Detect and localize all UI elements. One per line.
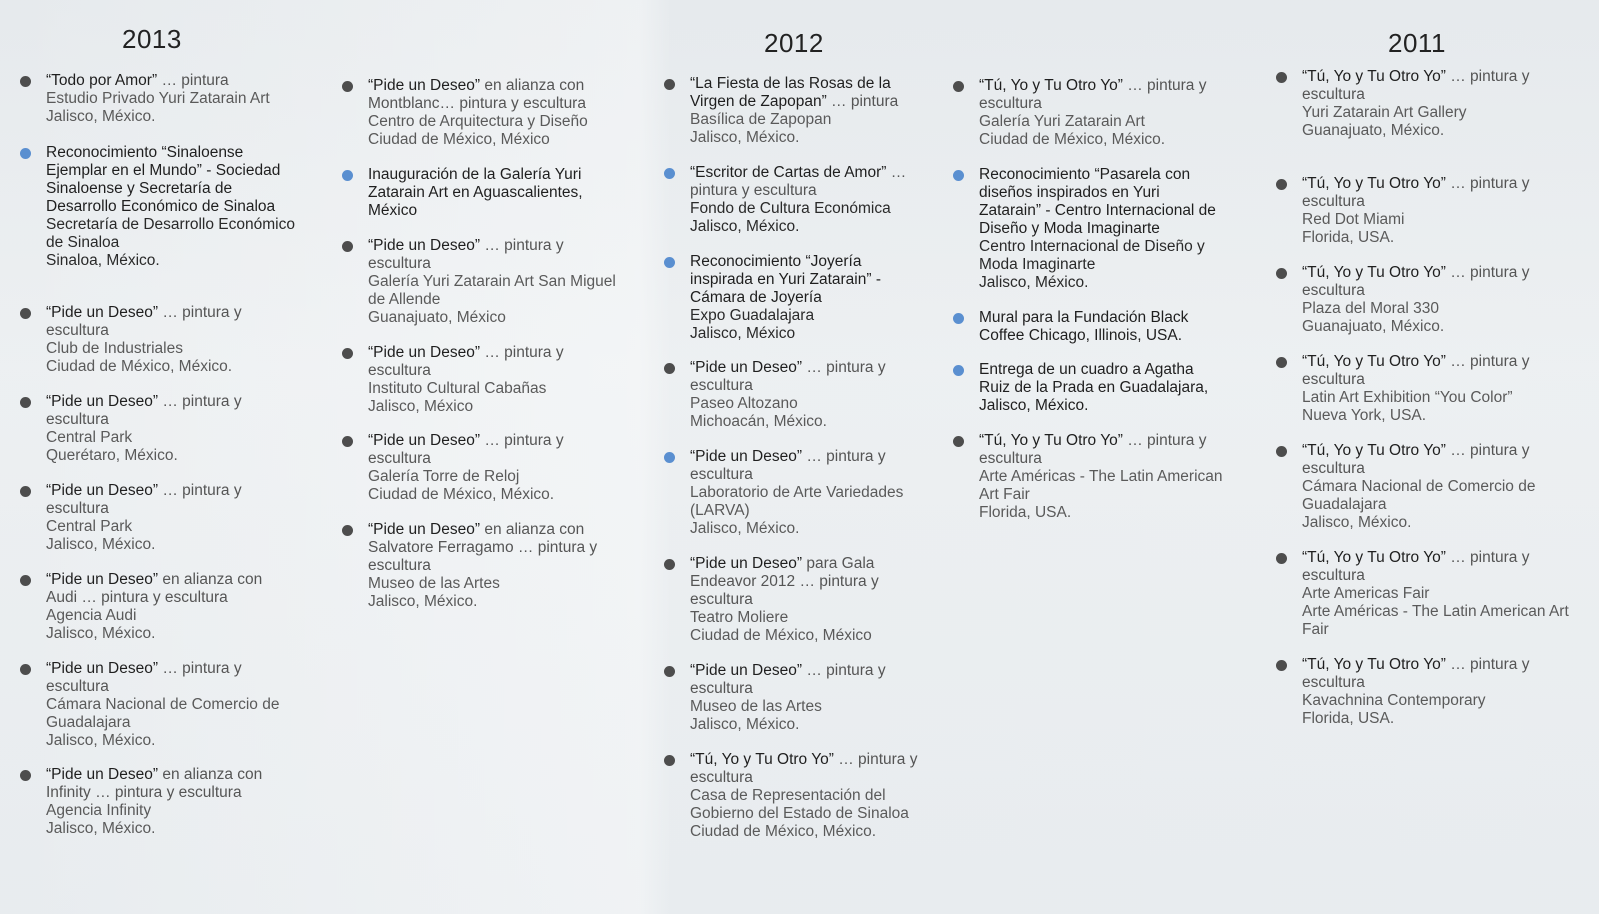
bullet-gray-icon: [1276, 660, 1287, 671]
entry-venue: Central Park: [46, 429, 133, 446]
entry-medium: … pintura y escultura: [1302, 68, 1530, 103]
entry-text: [1302, 175, 1572, 247]
exhibition-entry: [20, 660, 296, 750]
bullet-gray-icon: [342, 241, 353, 252]
entry-medium: … pintura y escultura: [690, 662, 886, 697]
entry-venue: Red Dot Miami: [1302, 211, 1405, 228]
entry-medium: … pintura y escultura: [46, 482, 242, 517]
exhibition-entry: [20, 393, 296, 465]
entry-medium: … pintura y escultura: [690, 164, 907, 199]
entry-text: [979, 361, 1224, 415]
entry-text: [1302, 549, 1572, 639]
entry-title: Inauguración de la Galería Yuri Zatarain Art en Aguascalientes, México: [368, 166, 583, 219]
bullet-blue-icon: [342, 170, 353, 181]
entry-title: “Pide un Deseo”: [690, 555, 803, 572]
year-heading-2011: 2011: [1388, 28, 1446, 58]
entry-title: Reconocimiento “Sinaloense Ejemplar en el Mundo” - Sociedad Sinaloense y Secretaría de Desarrollo Económico de Sinaloa: [46, 144, 281, 215]
entry-medium: … pintura: [157, 72, 229, 89]
entry-medium: … pintura y escultura: [368, 237, 564, 272]
entry-text: [46, 482, 296, 554]
entry-text: [1302, 656, 1572, 728]
year-heading-2013: 2013: [122, 24, 182, 54]
exhibition-entry: [664, 75, 925, 147]
bullet-gray-icon: [664, 363, 675, 374]
entry-text: [46, 571, 296, 643]
entry-location: Jalisco, México: [368, 398, 474, 415]
entry-text: [1302, 264, 1572, 336]
bullet-gray-icon: [342, 525, 353, 536]
entry-medium: … pintura y escultura: [46, 393, 242, 428]
exhibition-entry: [1276, 353, 1572, 425]
bullet-gray-icon: [342, 348, 353, 359]
exhibition-entry: [342, 77, 628, 149]
entry-text: [368, 166, 628, 220]
bullet-gray-icon: [1276, 553, 1287, 564]
entry-venue: Estudio Privado Yuri Zatarain Art: [46, 90, 270, 107]
entry-medium: en alianza con Montblanc… pintura y escultura: [368, 77, 586, 112]
bullet-gray-icon: [1276, 357, 1287, 368]
entry-text: [368, 521, 628, 611]
entry-medium: en alianza con Infinity … pintura y escultura: [46, 766, 263, 801]
entry-text: [46, 304, 296, 376]
entry-text: [690, 662, 925, 734]
entry-location: Jalisco, México.: [690, 129, 800, 146]
entry-medium: … pintura y escultura: [979, 77, 1207, 112]
entry-location: Florida, USA.: [1302, 710, 1395, 727]
entry-text: [690, 448, 925, 538]
entry-venue: Latin Art Exhibition “You Color”: [1302, 389, 1513, 406]
entry-title: “Pide un Deseo”: [368, 521, 481, 538]
entry-medium: … pintura y escultura: [1302, 175, 1530, 210]
entry-location: Florida, USA.: [979, 504, 1072, 521]
entry-location: Ciudad de México, México: [690, 627, 872, 644]
entry-medium: … pintura y escultura: [46, 660, 242, 695]
entry-title: “Pide un Deseo”: [46, 304, 159, 321]
entry-text: [368, 432, 628, 504]
entry-location: Arte Américas - The Latin American Art Fair: [1302, 603, 1569, 638]
entry-title: “Tú, Yo y Tu Otro Yo”: [1302, 442, 1446, 459]
entry-text: [46, 660, 296, 750]
exhibition-entry: [20, 766, 296, 838]
entry-title: “Tú, Yo y Tu Otro Yo”: [979, 432, 1123, 449]
entry-medium: … pintura y escultura: [1302, 442, 1530, 477]
entry-location: Nueva York, USA.: [1302, 407, 1427, 424]
entry-venue: Plaza del Moral 330: [1302, 300, 1439, 317]
exhibition-entry: [953, 361, 1224, 415]
entry-venue: Basílica de Zapopan: [690, 111, 832, 128]
entry-location: Ciudad de México, México: [368, 131, 550, 148]
entry-title: Entrega de un cuadro a Agatha Ruiz de la Prada en Guadalajara, Jalisco, México.: [979, 361, 1209, 414]
bullet-blue-icon: [953, 170, 964, 181]
entry-medium: … pintura y escultura: [690, 359, 886, 394]
entry-title: “Pide un Deseo”: [46, 393, 159, 410]
entry-location: Ciudad de México, México.: [690, 823, 877, 840]
entry-venue: Fondo de Cultura Económica: [690, 200, 891, 217]
exhibition-entry: [1276, 68, 1572, 140]
entry-medium: en alianza con Salvatore Ferragamo … pintura y escultura: [368, 521, 598, 574]
entry-text: [690, 253, 925, 343]
entry-location: Ciudad de México, México.: [368, 486, 555, 503]
entry-text: [368, 237, 628, 327]
entry-title: “Pide un Deseo”: [368, 77, 481, 94]
entry-title: “Tú, Yo y Tu Otro Yo”: [1302, 175, 1446, 192]
exhibition-entry: [1276, 549, 1572, 639]
entry-medium: … pintura y escultura: [368, 432, 564, 467]
exhibition-entry: [342, 344, 628, 416]
entry-venue: Kavachnina Contemporary: [1302, 692, 1486, 709]
bullet-gray-icon: [20, 486, 31, 497]
entry-text: [1302, 442, 1572, 532]
entry-location: Jalisco, México.: [46, 820, 156, 837]
exhibition-entry: [20, 144, 296, 270]
exhibition-entry: [664, 253, 925, 343]
exhibition-entry: [20, 72, 296, 126]
entry-title: “Todo por Amor”: [46, 72, 158, 89]
entry-title: “Pide un Deseo”: [690, 662, 803, 679]
entry-location: Jalisco, México.: [46, 536, 156, 553]
entry-text: [46, 393, 296, 465]
entry-text: [979, 432, 1224, 522]
entry-text: [46, 144, 296, 270]
entry-location: Ciudad de México, México.: [46, 358, 233, 375]
entry-text: [979, 166, 1224, 292]
entry-venue: Galería Yuri Zatarain Art: [979, 113, 1145, 130]
entry-text: [690, 75, 925, 147]
entry-location: Jalisco, México.: [690, 716, 800, 733]
entry-title: Reconocimiento “Pasarela con diseños inspirados en Yuri Zatarain” - Centro Internacional de Diseño y Moda Imaginarte: [979, 166, 1216, 237]
exhibition-entry: [664, 448, 925, 538]
bullet-blue-icon: [664, 168, 675, 179]
entry-title: “Escritor de Cartas de Amor”: [690, 164, 887, 181]
entry-text: [690, 359, 925, 431]
entry-venue: Club de Industriales: [46, 340, 183, 357]
bullet-blue-icon: [20, 148, 31, 159]
entry-location: Jalisco, México.: [1302, 514, 1412, 531]
bullet-gray-icon: [953, 436, 964, 447]
entry-location: Jalisco, México: [690, 325, 796, 342]
entry-location: Michoacán, México.: [690, 413, 827, 430]
exhibition-entry: [342, 166, 628, 220]
entry-title: “Pide un Deseo”: [46, 482, 159, 499]
entry-title: “Pide un Deseo”: [690, 448, 803, 465]
bullet-gray-icon: [953, 81, 964, 92]
entry-venue: Expo Guadalajara: [690, 307, 815, 324]
entry-title: Reconocimiento “Joyería inspirada en Yuri Zatarain” - Cámara de Joyería: [690, 253, 881, 306]
entry-location: Guanajuato, México.: [1302, 122, 1445, 139]
bullet-gray-icon: [20, 575, 31, 586]
entry-location: Guanajuato, México.: [1302, 318, 1445, 335]
entry-title: “Tú, Yo y Tu Otro Yo”: [1302, 353, 1446, 370]
entry-title: “Pide un Deseo”: [46, 766, 159, 783]
exhibition-entry: [20, 571, 296, 643]
entry-location: Jalisco, México.: [979, 274, 1089, 291]
entry-title: “Tú, Yo y Tu Otro Yo”: [690, 751, 834, 768]
entry-venue: Central Park: [46, 518, 133, 535]
exhibition-entry: [664, 662, 925, 734]
bullet-gray-icon: [1276, 268, 1287, 279]
entry-medium: … pintura y escultura: [368, 344, 564, 379]
entry-venue: Casa de Representación del Gobierno del Estado de Sinaloa: [690, 787, 909, 822]
exhibition-entry: [953, 432, 1224, 522]
entry-text: [1302, 68, 1572, 140]
entry-title: “Tú, Yo y Tu Otro Yo”: [1302, 656, 1446, 673]
entry-venue: Paseo Altozano: [690, 395, 798, 412]
entry-location: Querétaro, México.: [46, 447, 178, 464]
bullet-gray-icon: [664, 755, 675, 766]
entry-location: Florida, USA.: [1302, 229, 1395, 246]
entry-title: “Pide un Deseo”: [368, 344, 481, 361]
entry-title: “Pide un Deseo”: [46, 571, 159, 588]
entry-text: [46, 766, 296, 838]
exhibition-entry: [664, 164, 925, 236]
exhibition-entry: [342, 432, 628, 504]
entry-venue: Cámara Nacional de Comercio de Guadalajara: [1302, 478, 1536, 513]
entry-title: “Pide un Deseo”: [368, 237, 481, 254]
entry-medium: … pintura y escultura: [1302, 656, 1530, 691]
bullet-blue-icon: [664, 257, 675, 268]
exhibition-entry: [953, 309, 1224, 345]
entry-location: Jalisco, México.: [690, 520, 800, 537]
entry-title: “Tú, Yo y Tu Otro Yo”: [1302, 264, 1446, 281]
exhibition-entry: [1276, 656, 1572, 728]
exhibition-entry: [664, 359, 925, 431]
exhibition-entry: [20, 482, 296, 554]
entry-venue: Museo de las Artes: [368, 575, 500, 592]
entry-medium: … pintura y escultura: [690, 751, 918, 786]
entry-venue: Museo de las Artes: [690, 698, 822, 715]
entry-text: [1302, 353, 1572, 425]
bullet-gray-icon: [1276, 179, 1287, 190]
entry-medium: … pintura y escultura: [979, 432, 1207, 467]
exhibition-entry: [1276, 175, 1572, 247]
entry-location: Guanajuato, México: [368, 309, 506, 326]
entry-title: “Pide un Deseo”: [46, 660, 159, 677]
entry-medium: … pintura y escultura: [690, 448, 886, 483]
entry-medium: … pintura y escultura: [1302, 264, 1530, 299]
entry-venue: Galería Torre de Reloj: [368, 468, 520, 485]
bullet-gray-icon: [1276, 446, 1287, 457]
bullet-gray-icon: [20, 397, 31, 408]
bullet-gray-icon: [342, 81, 353, 92]
entry-medium: … pintura y escultura: [46, 304, 242, 339]
entry-location: Jalisco, México.: [368, 593, 478, 610]
entry-text: [368, 77, 628, 149]
entry-venue: Instituto Cultural Cabañas: [368, 380, 547, 397]
entry-medium: … pintura: [826, 93, 899, 110]
entry-medium: … pintura y escultura: [1302, 549, 1530, 584]
entry-location: Jalisco, México.: [690, 218, 800, 235]
year-heading-2012: 2012: [764, 28, 824, 58]
entry-title: Mural para la Fundación Black Coffee Chicago, Illinois, USA.: [979, 309, 1189, 344]
bullet-gray-icon: [664, 559, 675, 570]
entry-title: “Tú, Yo y Tu Otro Yo”: [1302, 549, 1446, 566]
bullet-gray-icon: [20, 76, 31, 87]
bullet-blue-icon: [664, 452, 675, 463]
entry-title: “Pide un Deseo”: [690, 359, 803, 376]
exhibition-entry: [953, 166, 1224, 292]
exhibition-entry: [1276, 264, 1572, 336]
entry-location: Jalisco, México.: [46, 732, 156, 749]
bullet-gray-icon: [664, 79, 675, 90]
entry-medium: … pintura y escultura: [1302, 353, 1530, 388]
entry-text: [46, 72, 296, 126]
exhibition-entry: [664, 555, 925, 645]
entry-venue: Arte Américas - The Latin American Art Fair: [979, 468, 1223, 503]
entry-location: Sinaloa, México.: [46, 252, 160, 269]
entry-location: Jalisco, México.: [46, 108, 156, 125]
entry-title: “La Fiesta de las Rosas de la Virgen de Zapopan”: [690, 75, 891, 110]
entry-venue: Laboratorio de Arte Variedades (LARVA): [690, 484, 904, 519]
entry-venue: Teatro Moliere: [690, 609, 789, 626]
entry-text: [690, 555, 925, 645]
entry-venue: Cámara Nacional de Comercio de Guadalajara: [46, 696, 280, 731]
entry-location: Jalisco, México.: [46, 625, 156, 642]
bullet-gray-icon: [20, 770, 31, 781]
entry-text: [690, 751, 925, 841]
entry-title: “Pide un Deseo”: [368, 432, 481, 449]
exhibition-entry: [342, 521, 628, 611]
entry-venue: Agencia Audi: [46, 607, 137, 624]
bullet-gray-icon: [1276, 72, 1287, 83]
entry-venue: Secretaría de Desarrollo Económico de Sinaloa: [46, 216, 295, 251]
entry-title: “Tú, Yo y Tu Otro Yo”: [979, 77, 1123, 94]
entry-text: [368, 344, 628, 416]
bullet-gray-icon: [342, 436, 353, 447]
bullet-blue-icon: [953, 313, 964, 324]
entry-venue: Galería Yuri Zatarain Art San Miguel de Allende: [368, 273, 616, 308]
entry-text: [979, 309, 1224, 345]
bullet-gray-icon: [664, 666, 675, 677]
entry-medium: para Gala Endeavor 2012 … pintura y escultura: [690, 555, 879, 608]
exhibition-entry: [664, 751, 925, 841]
exhibition-entry: [342, 237, 628, 327]
exhibition-entry: [953, 77, 1224, 149]
entry-text: [979, 77, 1224, 149]
exhibition-entry: [1276, 442, 1572, 532]
entry-venue: Agencia Infinity: [46, 802, 152, 819]
entry-venue: Arte Americas Fair: [1302, 585, 1430, 602]
entry-location: Ciudad de México, México.: [979, 131, 1166, 148]
bullet-blue-icon: [953, 365, 964, 376]
exhibition-entry: [20, 304, 296, 376]
entry-title: “Tú, Yo y Tu Otro Yo”: [1302, 68, 1446, 85]
bullet-gray-icon: [20, 664, 31, 675]
entry-venue: Centro Internacional de Diseño y Moda Imaginarte: [979, 238, 1205, 273]
entry-medium: en alianza con Audi … pintura y escultura: [46, 571, 263, 606]
entry-venue: Centro de Arquitectura y Diseño: [368, 113, 588, 130]
entry-text: [690, 164, 925, 236]
bullet-gray-icon: [20, 308, 31, 319]
entry-venue: Yuri Zatarain Art Gallery: [1302, 104, 1467, 121]
